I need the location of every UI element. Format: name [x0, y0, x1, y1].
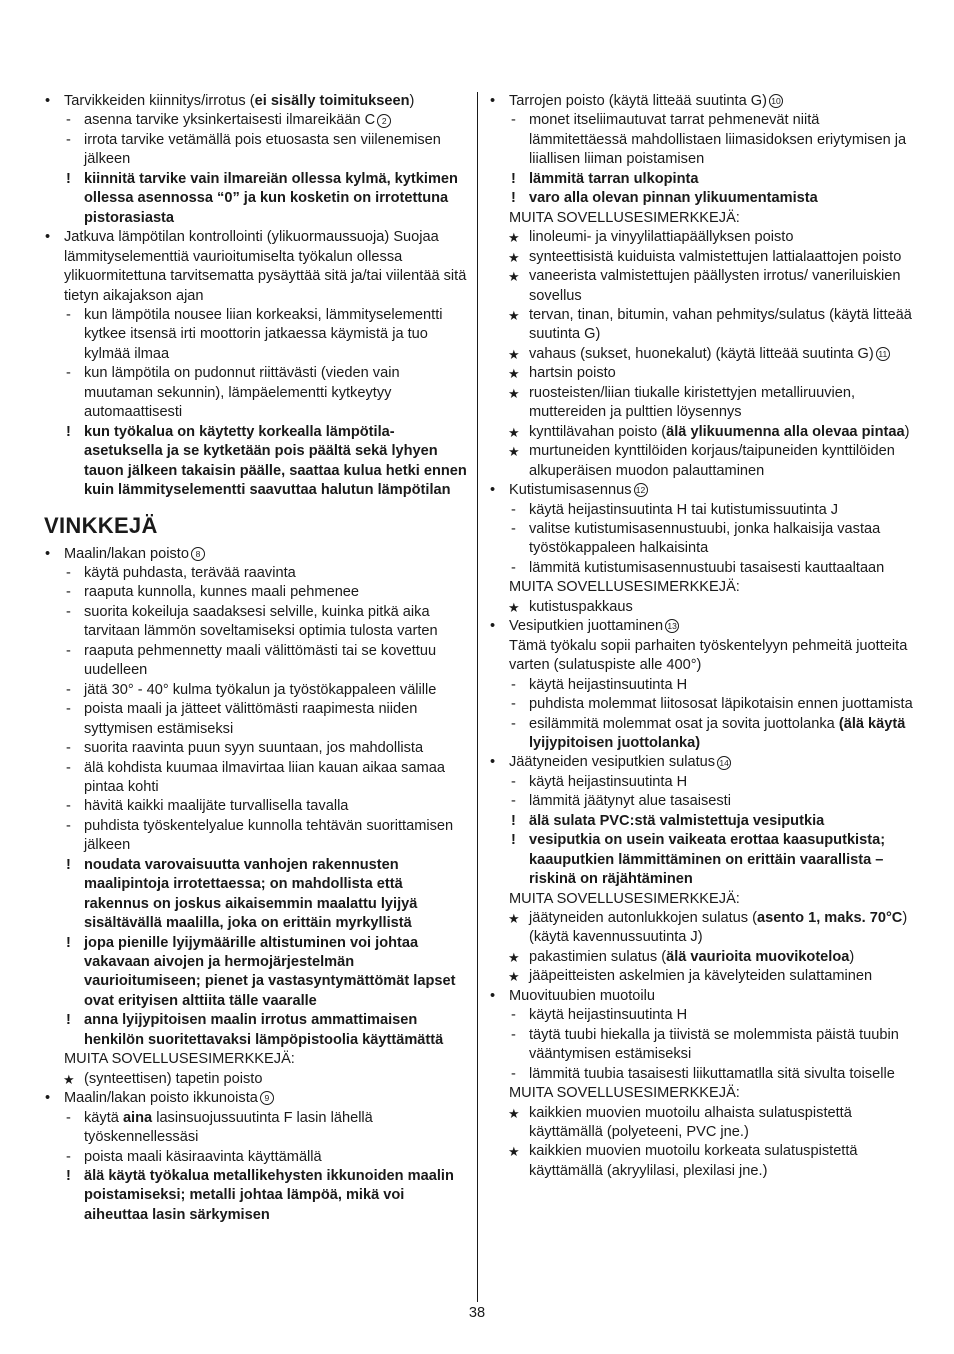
text-segment: suorita kokeiluja saadaksesi selville, kuinka pitkä aika tarvitaan lämmön soveltamiseksi optimia tulosta varten	[84, 603, 438, 640]
figure-reference-badge: 11	[876, 347, 890, 361]
bold-text: ei sisälly toimitukseen	[254, 93, 410, 109]
warning-item	[489, 812, 913, 831]
dash-item	[44, 1148, 468, 1167]
warning-item	[44, 1167, 468, 1225]
text-segment: vahaus (sukset, huonekalut) (käytä litteää suutinta G)	[529, 345, 874, 362]
text-segment: ) (käytä kavennussuutinta J)	[529, 910, 908, 946]
text-segment: pakastimien sulatus (	[529, 948, 667, 965]
dash-item	[44, 797, 468, 816]
bold-text: älä vaurioita muovikoteloa	[666, 948, 850, 965]
text-line	[44, 1050, 468, 1069]
text-segment: esilämmitä molemmat osat ja sovita juottolanka	[529, 715, 839, 732]
text-segment: käytä puhdasta, terävää raavinta	[84, 564, 296, 581]
left-column	[44, 92, 468, 1225]
star-item	[489, 384, 913, 423]
text-segment: irrota tarvike vetämällä pois etuosasta sen viilenemisen jälkeen	[84, 131, 441, 168]
section-heading: VINKKEJÄ	[44, 512, 158, 538]
text-segment: asenna tarvike yksinkertaisesti ilmareikään C	[84, 112, 376, 129]
star-item	[489, 909, 913, 948]
text-segment: Maalin/lakan poisto ikkunoista	[64, 1090, 258, 1107]
star-item	[489, 948, 913, 967]
star-item	[489, 345, 913, 364]
text-segment: kun työkalua on käytetty korkealla lämpötila- asetuksella ja se kytketään pois päältä sekä lyhyen tauon jälkeen takaisin päälle, saattaa kulua hetki ennen kuin lämmityselementti saavuttaa halutun lämpötilan	[84, 423, 467, 499]
dash-item	[44, 306, 468, 364]
dash-item	[489, 1065, 913, 1084]
star-item	[489, 267, 913, 306]
star-item	[489, 306, 913, 345]
figure-reference-badge: 14	[717, 756, 731, 770]
text-line	[489, 890, 913, 909]
figure-reference-badge: 13	[665, 619, 679, 633]
text-segment: jäätyneiden autonlukkojen sulatus (	[529, 910, 757, 927]
dash-item	[44, 1109, 468, 1148]
text-segment: MUITA SOVELLUSESIMERKKEJÄ:	[509, 1085, 740, 1102]
text-segment: poista maali ja jätteet välittömästi raapimesta niiden syttymisen estämiseksi	[84, 701, 418, 737]
text-segment: kun lämpötila on pudonnut riittävästi (vieden vain muutaman sekunnin), lämpäelementti kytkeytyy automaattisesti	[84, 365, 400, 421]
text-segment: älä sulata PVC:stä valmistettuja vesiputkia	[529, 812, 825, 829]
star-item	[489, 1142, 913, 1181]
text-segment: hävitä kaikki maalijäte turvallisella tavalla	[84, 798, 349, 815]
text-segment: puhdista molemmat liitososat läpikotaisin ennen juottamista	[529, 696, 913, 713]
warning-item	[489, 189, 913, 208]
star-item	[489, 442, 913, 481]
text-segment: raaputa kunnolla, kunnes maali pehmenee	[84, 584, 360, 601]
dash-item	[44, 817, 468, 856]
text-segment: Tarrojen poisto (käytä litteää suutinta G)	[509, 93, 767, 109]
text-segment: varo alla olevan pinnan ylikuumentamista	[529, 190, 818, 207]
text-segment: puhdista työskentelyalue kunnolla tehtävän suorittamisen jälkeen	[84, 817, 454, 854]
warning-item	[44, 1011, 468, 1050]
text-segment: Vesiputkien juottaminen	[509, 618, 664, 635]
star-item	[44, 1070, 468, 1089]
dash-item	[44, 700, 468, 739]
dash-item	[44, 603, 468, 642]
dash-item	[44, 111, 468, 130]
text-segment: MUITA SOVELLUSESIMERKKEJÄ:	[509, 890, 740, 907]
text-segment: vesiputkia on usein vaikeata erottaa kaasuputkista; kaauputkien lämmittäminen on erittäin vaarallista – riskinä on räjähtäminen	[529, 832, 886, 888]
dash-item	[489, 559, 913, 578]
star-item	[489, 967, 913, 986]
text-segment: (synteettisen) tapetin poisto	[84, 1070, 263, 1087]
dash-item	[489, 773, 913, 792]
text-segment: älä kohdista kuumaa ilmavirtaa liian kauan aikaa samaa pintaa kohti	[84, 759, 445, 795]
dash-item	[489, 1006, 913, 1025]
text-segment: jääpeitteisten askelmien ja kävelyteiden sulattaminen	[529, 968, 873, 985]
dash-item	[44, 759, 468, 798]
dash-item	[489, 792, 913, 811]
warning-item	[489, 831, 913, 889]
text-segment: valitse kutistumisasennustuubi, jonka halkaisija vastaa työstökappaleen halkaisinta	[529, 520, 881, 557]
text-segment: lämmitä tuubia tasaisesti liikuttamatlla sitä sivulta toiselle	[529, 1065, 895, 1082]
warning-item	[44, 423, 468, 501]
text-segment: kynttilävahan poisto (	[529, 423, 667, 440]
bullet-item	[44, 1089, 468, 1108]
bullet-item	[44, 92, 468, 111]
text-segment: tervan, tinan, bitumin, vahan pehmitys/sulatus (käytä litteää suutinta G)	[529, 306, 912, 343]
dash-item	[44, 364, 468, 422]
text-segment: noudata varovaisuutta vanhojen rakennusten maalipintoja irrotettaessa; on mahdollista että rakennus on joskus aikaisemmin maalattu lyijyä sisältävällä maalilla, joka on erittäin myrkyllistä	[84, 856, 418, 932]
dash-item	[44, 583, 468, 602]
text-segment: kiinnitä tarvike vain ilmareiän ollessa kylmä, kytkimen ollessa asennossa “0” ja kun kosketin on irrotettuna pistorasiasta	[84, 170, 458, 226]
text-segment: lämmitä tarran ulkopinta	[529, 170, 699, 187]
text-segment: suorita raavinta puun syyn suuntaan, jos mahdollista	[84, 740, 424, 757]
text-line	[489, 637, 913, 676]
warning-item	[489, 170, 913, 189]
star-item	[489, 248, 913, 267]
text-segment: kaikkien muovien muotoilu korkeata sulatuspistettä käyttämällä (akryylilasi, plexilasi jne.)	[529, 1143, 858, 1179]
bullet-item	[489, 753, 913, 772]
text-segment: )	[409, 93, 415, 109]
text-segment: monet itseliimautuvat tarrat pehmenevät niitä lämmitettäessä mahdollistaen liimasidoksen eriytymisen ja liiallisen liiman poistamisen	[529, 112, 907, 168]
text-segment: murtuneiden kynttilöiden korjaus/taipuneiden kynttilöiden alkuperäisen muodon palauttaminen	[529, 443, 895, 479]
bold-text: (älä käytä lyijypitoisen juottolanka)	[529, 715, 906, 751]
text-segment: kaikkien muovien muotoilu alhaista sulatuspistettä käyttämällä (polyeteeni, PVC jne.)	[529, 1104, 852, 1141]
dash-item	[489, 111, 913, 169]
dash-item	[489, 676, 913, 695]
dash-item	[44, 739, 468, 758]
figure-reference-badge: 9	[260, 1091, 274, 1105]
text-segment: lasinsuojussuutinta F lasin lähellä työskennellessäsi	[84, 1109, 373, 1146]
warning-item	[44, 170, 468, 228]
figure-reference-badge: 2	[377, 114, 391, 128]
warning-item	[44, 934, 468, 1012]
star-item	[489, 598, 913, 617]
text-segment: ruosteisten/liian tiukalle kiristettyjen metalliruuvien, muttereiden ja pulttien löysennys	[529, 384, 856, 421]
text-segment: linoleumi- ja vinyylilattiapäällyksen poisto	[529, 229, 794, 246]
page-number: 38	[468, 1305, 486, 1321]
figure-reference-badge: 8	[191, 547, 205, 561]
bold-text: aina	[122, 1109, 153, 1126]
bold-text: älä ylikuumenna alla olevaa pintaa	[666, 423, 905, 440]
star-item	[489, 423, 913, 442]
text-segment: Tämä työkalu sopii parhaiten työskentelyyn pehmeitä juotteita varten (sulatuspiste alle 400°)	[509, 637, 908, 674]
text-line	[489, 578, 913, 597]
text-segment: raaputa pehmennetty maali välittömästi tai se kovettuu uudelleen	[84, 642, 437, 679]
text-segment: käytä heijastinsuutinta H tai kutistumissuutinta J	[529, 501, 839, 518]
text-segment: täytä tuubi hiekalla ja tiivistä se molemmista päistä tuubin vääntymisen estämiseksi	[529, 1026, 899, 1063]
bullet-item	[489, 481, 913, 500]
bullet-item	[489, 987, 913, 1006]
text-segment: )	[849, 948, 855, 965]
text-segment: kun lämpötila nousee liian korkeaksi, lämmityselementti kytkee itsensä irti moottorin jatkaessa käymistä ja tuo kylmää ilmaa	[84, 306, 443, 362]
text-segment: Kutistumisasennus	[509, 482, 632, 499]
dash-item	[44, 642, 468, 681]
text-segment: käytä heijastinsuutinta H	[529, 676, 688, 693]
text-segment: jätä 30° - 40° kulma työkalun ja työstökappaleen välille	[84, 681, 437, 698]
star-item	[489, 228, 913, 247]
bullet-item	[44, 545, 468, 564]
text-segment: Jatkuva lämpötilan kontrollointi (ylikuormaussuoja) Suojaa lämmityselementtiä vaurioitumiselta työkalun ollessa ylikuormitettuna tarvitsematta pysäyttää sitä ja/tai viilentää sitä tietyn aikajakson ajan	[64, 229, 467, 304]
bold-text: asento 1, maks. 70°C	[756, 910, 903, 927]
warning-item	[44, 856, 468, 934]
text-segment: anna lyijypitoisen maalin irrotus ammattimaisen henkilön suoritettavaksi lämpöpistoolia käyttämättä	[84, 1012, 444, 1048]
dash-item	[44, 131, 468, 170]
text-segment: Muovituubien muotoilu	[509, 987, 656, 1004]
dash-item	[44, 564, 468, 583]
text-segment: käytä heijastinsuutinta H	[529, 773, 688, 790]
text-segment: käytä	[84, 1109, 123, 1126]
text-segment: Maalin/lakan poisto	[64, 545, 189, 562]
text-segment: Jäätyneiden vesiputkien sulatus	[509, 754, 716, 771]
dash-item	[489, 1026, 913, 1065]
bullet-item	[44, 228, 468, 306]
text-segment: kutistuspakkaus	[529, 598, 633, 615]
text-line	[489, 1084, 913, 1103]
dash-item	[489, 520, 913, 559]
text-segment: älä käytä työkalua metallikehysten ikkunoiden maalin poistamiseksi; metalli johtaa lämpöä, mikä voi aiheuttaa lasin särkymisen	[84, 1168, 454, 1223]
text-segment: lämmitä kutistumisasennustuubi tasaisesti kauttaaltaan	[529, 559, 885, 576]
bullet-item	[489, 92, 913, 111]
bullet-item	[489, 617, 913, 636]
text-line	[489, 209, 913, 228]
text-segment: jopa pienille lyijymäärille altistuminen voi johtaa vakavaan aivojen ja hermojärjestelmän vaurioitumiseen; pienet ja vastasyntymättömät lapset ovat erityisen alttiita tälle vaaralle	[84, 934, 456, 1009]
dash-item	[489, 715, 913, 754]
dash-item	[489, 501, 913, 520]
figure-reference-badge: 12	[634, 483, 648, 497]
text-segment: MUITA SOVELLUSESIMERKKEJÄ:	[509, 579, 740, 596]
dash-item	[489, 695, 913, 714]
text-segment: MUITA SOVELLUSESIMERKKEJÄ:	[509, 209, 740, 226]
star-item	[489, 364, 913, 383]
star-item	[489, 1104, 913, 1143]
text-segment: Tarvikkeiden kiinnitys/irrotus (	[64, 93, 255, 109]
text-segment: hartsin poisto	[529, 365, 616, 382]
text-segment: vaneerista valmistettujen päällysten irrotus/ vaneriluiskien sovellus	[529, 268, 901, 304]
figure-reference-badge: 10	[769, 94, 783, 108]
column-divider	[477, 92, 478, 1302]
right-column	[489, 92, 913, 1181]
text-segment: synteettisistä kuiduista valmistettujen lattialaattojen poisto	[529, 248, 902, 265]
dash-item	[44, 681, 468, 700]
text-segment: )	[904, 423, 910, 440]
text-segment: MUITA SOVELLUSESIMERKKEJÄ:	[64, 1051, 295, 1068]
text-segment: lämmitä jäätynyt alue tasaisesti	[529, 793, 731, 810]
text-segment: poista maali käsiraavinta käyttämällä	[84, 1148, 322, 1165]
text-segment: käytä heijastinsuutinta H	[529, 1007, 688, 1024]
